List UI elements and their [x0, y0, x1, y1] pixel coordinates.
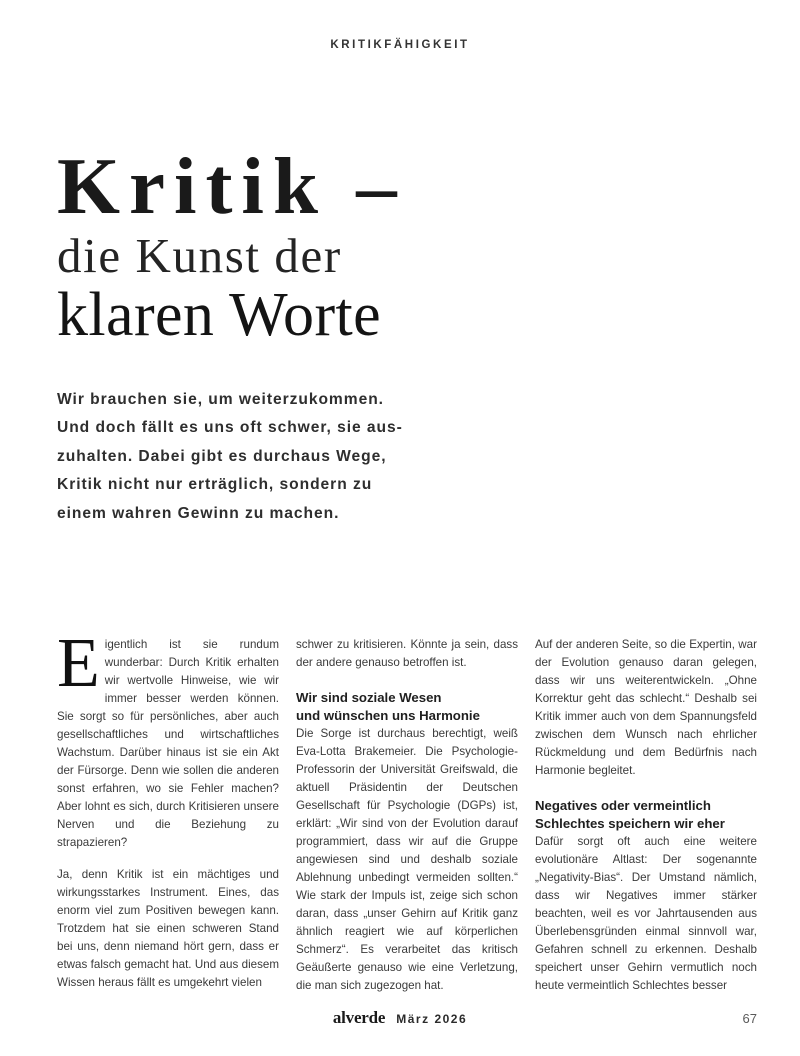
standfirst-line-1: Wir brauchen sie, um weiterzukommen.: [57, 391, 384, 408]
page-number: 67: [742, 1011, 757, 1026]
body-column-2: [296, 636, 518, 993]
standfirst-line-2: Und doch fällt es uns oft schwer, sie aus-: [57, 419, 403, 437]
body-column-1: [57, 625, 279, 990]
section-subheading-line-1: Wir sind soziale Wesen: [296, 690, 442, 706]
section-subheading-line-1: Negatives oder vermeintlich: [535, 798, 711, 814]
page-title: [57, 141, 757, 349]
article-body: [57, 625, 757, 993]
magazine-logo: alverde: [332, 1008, 386, 1027]
body-paragraph: Dafür sorgt oft auch eine weitere evolutionäre Altlast: Der sogenannte „Negativity-Bias“. Der Umstand nämlich, dass wir Negatives immer stärker beachten, weil es vor Jahrtausenden aus Überlebensgründen einmal sinnvoll war, Gefahren schnell zu erkennen. Deshalb speichert unser Gehirn vermutlich noch heute vermeintlich Schlechtes besser: [535, 835, 757, 993]
standfirst-line-5: einem wahren Gewinn zu machen.: [57, 504, 340, 522]
section-subheading-line-2: und wünschen uns Harmonie: [296, 707, 480, 723]
drop-cap: E: [57, 625, 100, 702]
headline-line-3: klaren Worte: [57, 280, 382, 349]
standfirst-line-4: Kritik nicht nur erträglich, sondern zu: [57, 476, 373, 494]
running-head: KRITIKFÄHIGKEIT: [330, 39, 470, 51]
issue-date: März 2026: [396, 1012, 468, 1026]
body-paragraph: Die Sorge ist durchaus berechtigt, weiß Eva-Lotta Brakemeier. Die Psychologie-Professorin der Universität Greifswald, die aktuell Präsidentin der Deutschen Gesellschaft für Psychologie (DGPs) ist, erklärt: „Wir sind von der Evolution darauf programmiert, dass wir auf die Gruppe angewiesen sind und deshalb soziale Ablehnung unbedingt vermeiden sollten.“ Wie stark der Impuls ist, zeige sich schon daran, dass „unser Gehirn auf Kritik ganz ähnlich reagiert wie auf körperlichen Schmerz“. Es verarbeitet das kritisch Geäußerte genauso wie eine Verletzung, die man sich zugezogen hat.: [296, 727, 518, 993]
footer-imprint: [0, 1008, 800, 1028]
standfirst-line-3: zuhalten. Dabei gibt es durchaus Wege,: [57, 447, 387, 465]
page-footer: [0, 1008, 800, 1038]
standfirst: [57, 386, 557, 528]
body-paragraph-text: igentlich ist sie rundum wunderbar: Durch Kritik erhalten wir wertvolle Hinweise, wie wir immer besser werden können. Sie sorgt so für persönliches, aber auch gesellschaftliches und wirtschaftliches Wachstum. Darüber hinaus ist sie ein Akt der Fürsorge. Denn wie sollen die anderen sonst erfahren, wo sie Fehler machen? Aber lohnt es sich, durch Kritisieren unsere Nerven und die Beziehung zu strapazieren?: [57, 638, 279, 850]
body-column-3: [535, 636, 757, 993]
section-subheading-line-2: Schlechtes speichern wir eher: [535, 815, 725, 831]
body-paragraph: Auf der anderen Seite, so die Expertin, war der Evolution genauso daran gelegen, dass wir uns weiterentwickeln. „Ohne Korrektur geht das schlecht.“ Deshalb sei Kritik immer auch von dem Spannungsfeld zwischen dem Wunsch nach ehrlicher Rückmeldung und dem Bedürfnis nach Harmonie begleitet.: [535, 638, 757, 778]
headline-line-1: Kritik –: [57, 141, 406, 231]
body-paragraph: Ja, denn Kritik ist ein mächtiges und wirkungsstarkes Instrument. Eines, das enorm viel zum Positiven bewegen kann. Trotzdem hat sie einen schweren Stand bei uns, denn niemand hört gern, dass er etwas falsch gemacht hat. Und aus diesem Wissen heraus fällt es umgekehrt vielen: [57, 868, 279, 990]
headline-line-2: die Kunst der: [57, 227, 342, 283]
body-paragraph: schwer zu kritisieren. Könnte ja sein, dass der andere genauso betroffen ist.: [296, 638, 518, 670]
body-paragraph: [57, 625, 279, 852]
